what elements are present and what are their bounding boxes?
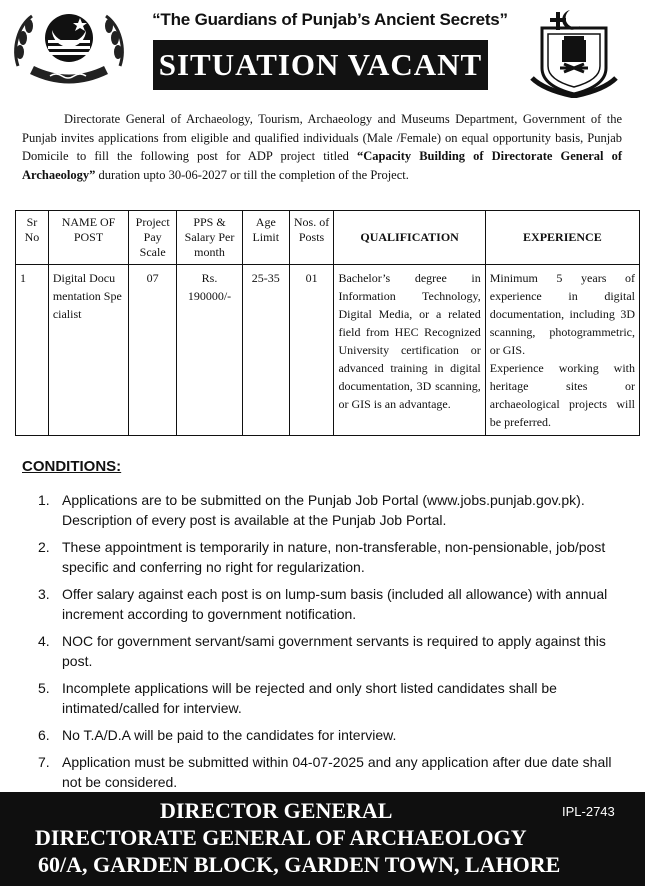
- footer-reference-number: IPL-2743: [562, 804, 615, 819]
- item-text: No T.A/D.A will be paid to the candidates for interview.: [62, 727, 397, 743]
- header-experience: EXPERIENCE: [485, 211, 639, 265]
- list-item: [38, 584, 618, 624]
- tagline: “The Guardians of Punjab’s Ancient Secrets”: [152, 10, 508, 29]
- item-number: 2.: [38, 539, 50, 555]
- footer-address: 60/A, GARDEN BLOCK, GARDEN TOWN, LAHORE: [38, 852, 561, 877]
- project-title: “Capacity Building of Directorate General of Archaeology”: [22, 149, 623, 182]
- item-number: 5.: [38, 680, 50, 696]
- cell-pay-scale: 07: [129, 265, 177, 436]
- header-pay-scale: Project Pay Scale: [129, 211, 177, 265]
- experience-text-2: Experience working with heritage sites or archaeological projects will be preferred.: [489, 361, 635, 429]
- item-number: 4.: [38, 633, 50, 649]
- item-number: 3.: [38, 586, 50, 602]
- footer-bar: [0, 792, 645, 886]
- item-text: Applications are to be submitted on the Punjab Job Portal (www.jobs.punjab.gov.pk). Description of every post is available at the Punjab Job Portal.: [62, 492, 585, 528]
- list-item: [38, 490, 618, 530]
- conditions-heading: CONDITIONS:: [22, 458, 122, 475]
- item-text: Application must be submitted within 04-07-2025 and any application after due date shall not be considered.: [62, 754, 612, 790]
- punjab-government-emblem-icon: [10, 8, 128, 92]
- page-title: SITUATION VACANT: [153, 40, 488, 90]
- item-number: 7.: [38, 754, 50, 770]
- header-qualification: QUALIFICATION: [334, 211, 485, 265]
- table-header-row: [16, 211, 640, 265]
- intro-text-end: duration upto 30-06-2027 or till the completion of the Project.: [95, 167, 409, 182]
- footer-signatory: DIRECTOR GENERAL: [160, 798, 393, 823]
- list-item: [38, 752, 618, 792]
- cell-salary: Rs. 190000/-: [177, 265, 243, 436]
- cell-post-name: Digital Documentation Specialist: [48, 265, 128, 436]
- item-text: These appointment is temporarily in nature, non-transferable, non-pensionable, job/post specific and conferring no right for regularization.: [62, 539, 606, 575]
- header-age-limit: Age Limit: [242, 211, 289, 265]
- list-item: [38, 725, 618, 745]
- archaeology-department-seal-icon: [528, 6, 620, 98]
- posts-table: [15, 210, 640, 436]
- conditions-list: [38, 490, 618, 799]
- cell-age-limit: 25-35: [242, 265, 289, 436]
- intro-text: Directorate General of Archaeology, Tourism, Archaeology and Museums Department, Government of the Punjab invites applications from eligible and qualified individuals (Male /Female) on equal opportunity basis, Punjab Domicile to fill the following post for ADP project titled: [22, 112, 622, 163]
- cell-qualification: Bachelor’s degree in Information Technology, Digital Media, or a related field from HEC Recognized University certification or advanced training in digital documentation, 3D scanning, or GIS is an advantage.: [334, 265, 485, 436]
- experience-text-1: Minimum 5 years of experience in digital documentation, including 3D scanning, photogrammetric, or GIS.: [489, 271, 635, 357]
- list-item: [38, 537, 618, 577]
- list-item: [38, 631, 618, 671]
- table-row: [16, 265, 640, 436]
- header-name-of-post: NAME OF POST: [48, 211, 128, 265]
- cell-nos-of-posts: 01: [289, 265, 334, 436]
- item-text: Offer salary against each post is on lump-sum basis (included all allowance) with annual increment according to government notification.: [62, 586, 608, 622]
- footer-directorate: DIRECTORATE GENERAL OF ARCHAEOLOGY: [35, 825, 527, 850]
- header-nos-of-posts: Nos. of Posts: [289, 211, 334, 265]
- header-salary: PPS & Salary Per month: [177, 211, 243, 265]
- item-number: 6.: [38, 727, 50, 743]
- cell-experience: [485, 265, 639, 436]
- item-text: Incomplete applications will be rejected and only short listed candidates shall be intimated/called for interview.: [62, 680, 557, 716]
- header-sr-no: Sr No: [16, 211, 49, 265]
- item-number: 1.: [38, 492, 50, 508]
- item-text: NOC for government servant/sami government servants is required to apply against this post.: [62, 633, 606, 669]
- intro-paragraph: [22, 110, 622, 184]
- list-item: [38, 678, 618, 718]
- cell-sr: 1: [16, 265, 49, 436]
